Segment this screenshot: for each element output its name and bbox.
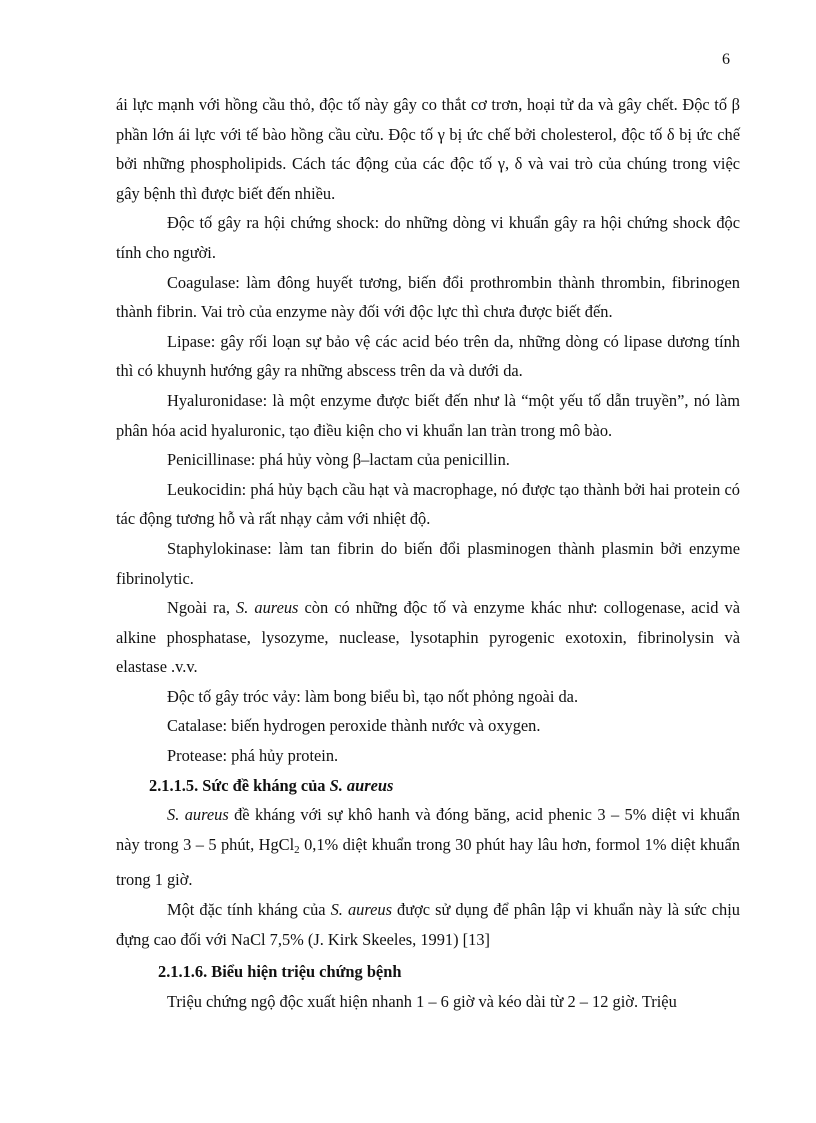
paragraph-hyaluronidase (116, 386, 740, 445)
paragraph-catalase (116, 711, 740, 741)
text-run: Hyaluronidase: là một enzyme được biết đến như là “một yếu tố dẫn truyền”, nó làm phân hóa acid hyaluronic, tạo điều kiện cho vi khuẩn lan tràn trong mô bào. (116, 390, 740, 440)
page-number: 6 (722, 51, 730, 68)
text-run: Leukocidin: phá hủy bạch cầu hạt và macrophage, nó được tạo thành bởi hai protein có tác động tương hỗ và rất nhạy cảm với nhiệt độ. (116, 479, 740, 529)
section-heading-resistance (116, 771, 740, 801)
species-name: S. aureus (167, 805, 229, 825)
text-run: Protease: phá hủy protein. (167, 746, 339, 766)
text-run: Lipase: gây rối loạn sự bảo vệ các acid béo trên da, những dòng có lipase dương tính thì có khuynh hướng gây ra những abscess trên da và dưới da. (116, 331, 740, 381)
text-run: Catalase: biến hydrogen peroxide thành nước và oxygen. (167, 716, 541, 736)
text-run: Ngoài ra, (167, 598, 237, 618)
text-run: ái lực mạnh với hồng cầu thỏ, độc tố này gây co thắt cơ trơn, hoại tử da và gây chết. Độc tố β phần lớn ái lực với tế bào hồng cầu cừu. Độc tố γ bị ức chế bởi cholesterol, độc tố δ bị ức chế bởi những phospholipids. Cách tác động của các độc tố γ, δ và vai trò của chúng trong việc gây bệnh thì được biết đến nhiều. (116, 95, 740, 203)
text-run: Penicillinase: phá hủy vòng β–lactam của penicillin. (167, 450, 510, 470)
text-run: Coagulase: làm đông huyết tương, biến đổi prothrombin thành thrombin, fibrinogen thành fibrin. Vai trò của enzyme này đối với độc lực thì chưa được biết đến. (116, 272, 740, 322)
paragraph-shock-toxin (116, 208, 740, 267)
species-name: S. aureus (236, 598, 299, 618)
paragraph-symptoms (116, 987, 740, 1017)
species-name: S. aureus (329, 775, 394, 795)
paragraph-resistance (116, 800, 740, 895)
heading-text: 2.1.1.5. Sức đề kháng của (149, 775, 330, 795)
species-name: S. aureus (330, 900, 392, 920)
paragraph-protease (116, 741, 740, 771)
text-run: Triệu chứng ngộ độc xuất hiện nhanh 1 – 6 giờ và kéo dài từ 2 – 12 giờ. Triệu (167, 991, 677, 1011)
paragraph-staphylokinase (116, 534, 740, 593)
paragraph-other-enzymes (116, 593, 740, 682)
paragraph-leukocidin (116, 475, 740, 534)
page-content (116, 90, 740, 1016)
subscript: 2 (294, 843, 300, 856)
paragraph-nacl-tolerance (116, 895, 740, 954)
text-run: 0,1% diệt khuẩn trong 30 phút hay lâu hơn, formol 1% diệt khuẩn trong 1 giờ. (116, 834, 740, 890)
paragraph-penicillinase (116, 445, 740, 475)
paragraph-toxin-affinity (116, 90, 740, 208)
paragraph-lipase (116, 327, 740, 386)
text-run: đề kháng với sự khô hanh và đóng băng, acid phenic 3 – 5% diệt vi khuẩn này trong 3 – 5 phút, HgCl (116, 805, 740, 854)
text-run: Một đặc tính kháng của (167, 900, 331, 920)
text-run: còn có những độc tố và enzyme khác như: collogenase, acid và alkine phosphatase, lysozyme, nuclease, lysotaphin pyrogenic exotoxin, fibrinolysin và elastase .v.v. (116, 598, 741, 677)
heading-text: 2.1.1.6. Biểu hiện triệu chứng bệnh (158, 962, 402, 982)
text-run: Staphylokinase: làm tan fibrin do biến đổi plasminogen thành plasmin bởi enzyme fibrinolytic. (116, 538, 740, 588)
section-heading-symptoms (116, 957, 740, 987)
paragraph-exfoliative-toxin (116, 682, 740, 712)
text-run: Độc tố gây tróc vảy: làm bong biểu bì, tạo nốt phỏng ngoài da. (167, 686, 579, 706)
text-run: Độc tố gây ra hội chứng shock: do những dòng vi khuẩn gây ra hội chứng shock độc tính cho người. (116, 213, 740, 262)
paragraph-coagulase (116, 268, 740, 327)
text-run: được sử dụng để phân lập vi khuẩn này là sức chịu đựng cao đối với NaCl 7,5% (J. Kirk Skeeles, 1991) [13] (116, 900, 741, 949)
